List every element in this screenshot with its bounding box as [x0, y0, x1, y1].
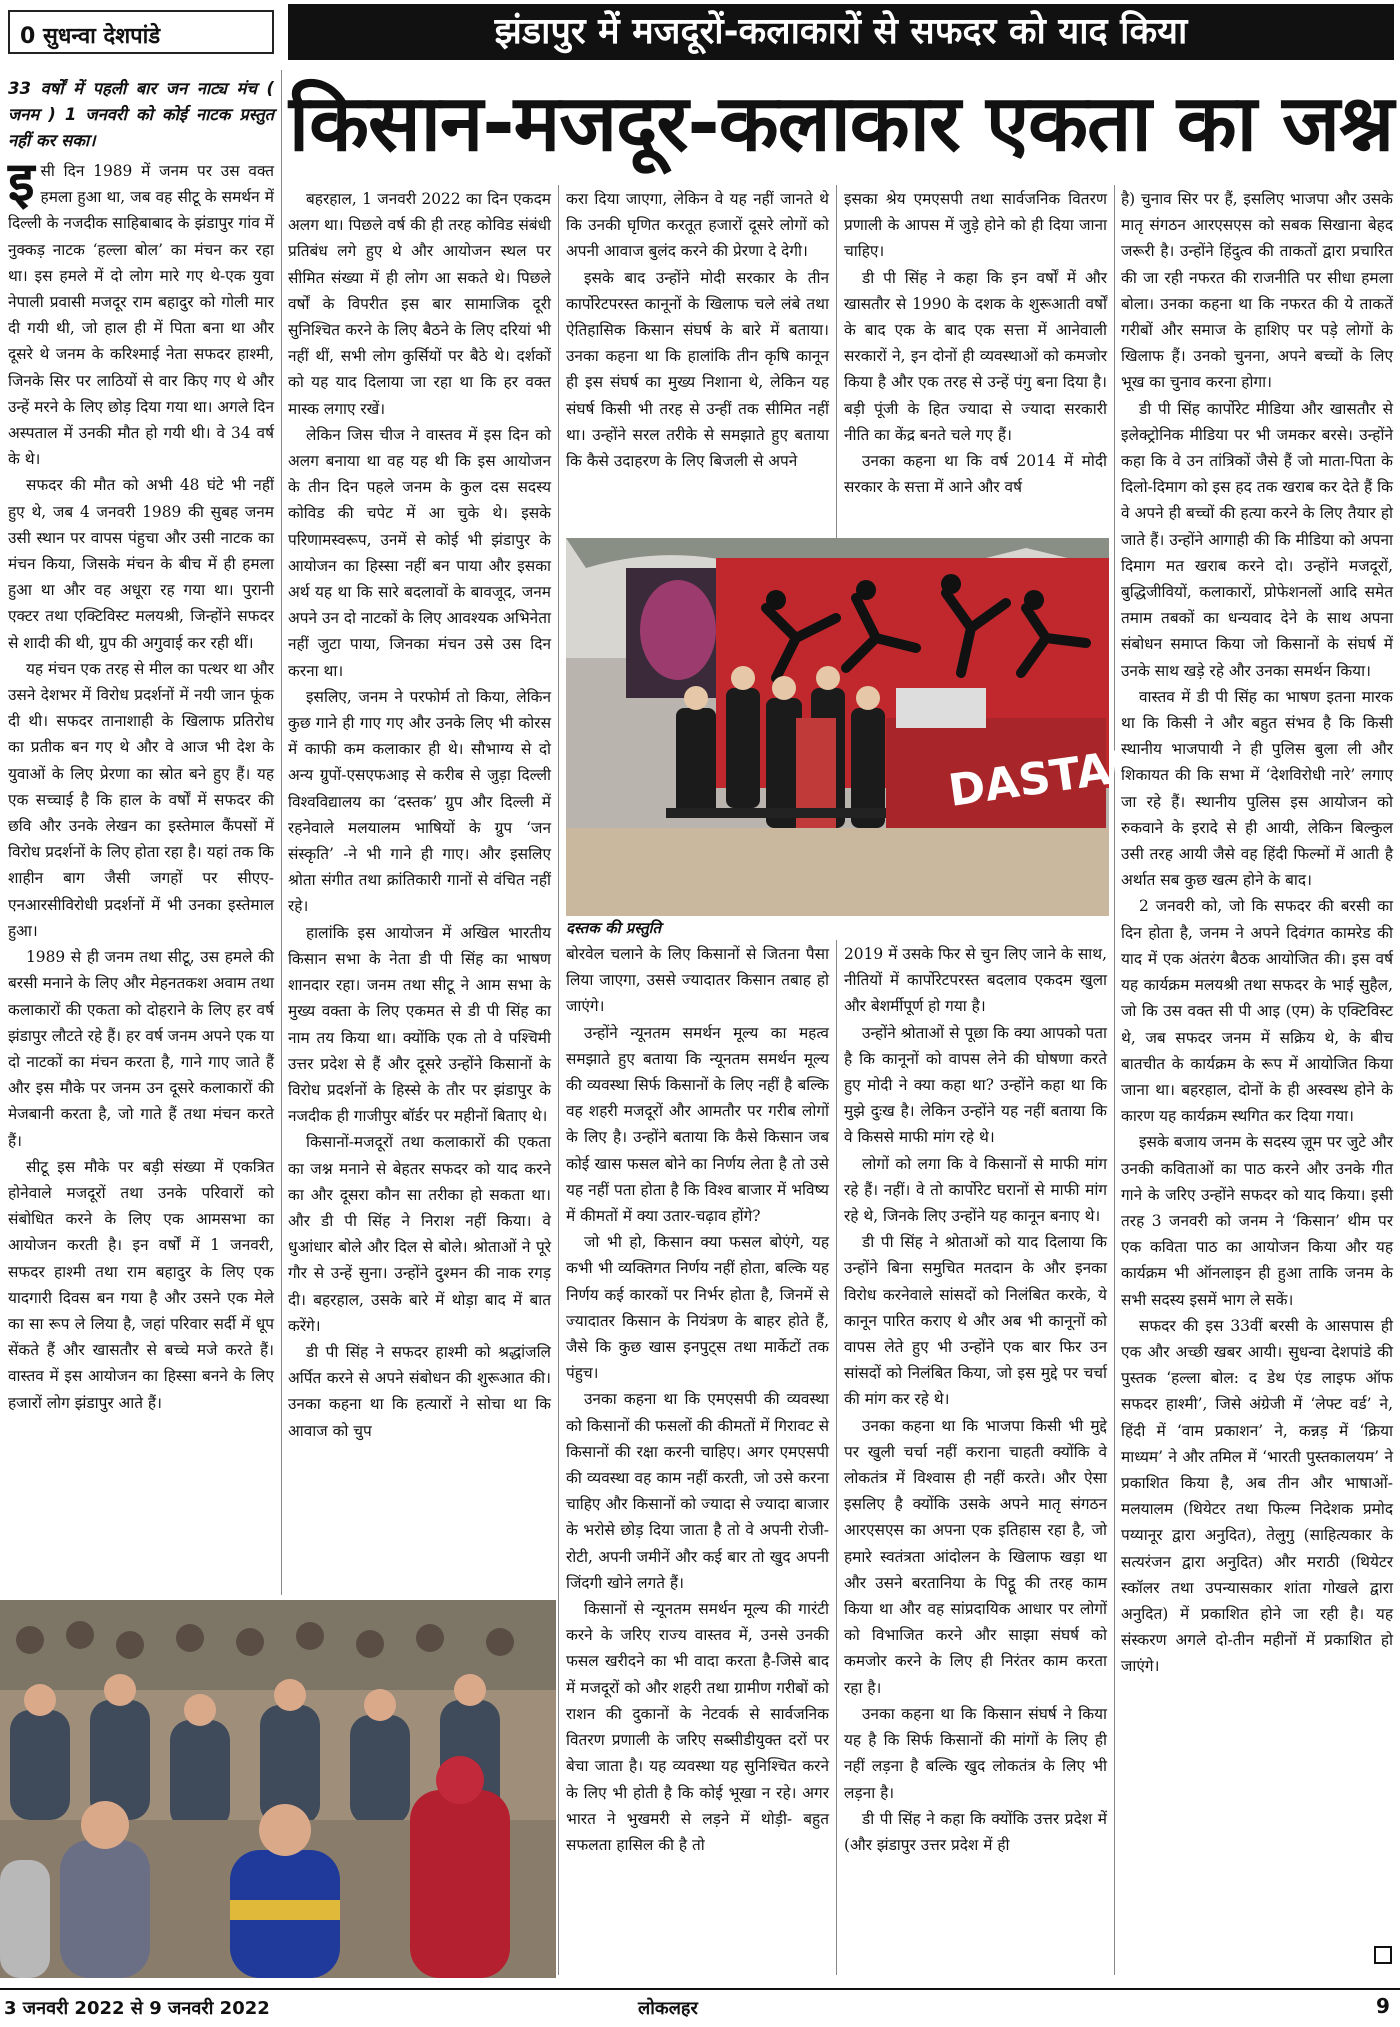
- page-footer: [0, 1988, 1400, 2027]
- paragraph: जो भी हो, किसान क्या फसल बोएंगे, यह कभी भी व्यक्तिगत निर्णय नहीं होता, बल्कि यह निर्णय कई कारकों पर निर्भर होता है, जिनमें से ज्यादातर किसान के नियंत्रण के बाहर होते हैं, जैसे कि कुछ खास इनपुट्स तथा मार्केटों तक पंहुच।: [566, 1233, 829, 1383]
- article-column-2: [288, 186, 551, 1596]
- paragraph: करा दिया जाएगा, लेकिन वे यह नहीं जानते थे कि उनकी घृणित करतूत हजारों दूसरे लोगों को अपनी आवाज बुलंद करने की प्रेरणा दे देगी।: [566, 190, 829, 261]
- column-rule: [1114, 185, 1115, 1975]
- article-column-4-bottom: [844, 941, 1107, 1976]
- paragraph: डी पी सिंह कार्पोरेट मीडिया और खासतौर से इलेक्ट्रोनिक मीडिया पर भी जमकर बरसे। उन्होंने कहा कि वे उन तांत्रिकों जैसे हैं जो माता-पिता के दिलो-दिमाग को इस हद तक खराब कर देते हैं कि वे अपने ही बच्चों की हत्या करने के लिए तैयार हो जाते हैं। उन्होंने आगाही की कि मीडिया को अपना दिमाग मत खराब करने दो। उन्होंने मजदूरों, बुद्धिजीवियों, कलाकारों, प्रोफेशनलों आदि समेत तमाम तबकों का धन्यवाद देने के साथ अपना संबोधन समाप्त किया जो किसानों के संघर्ष में उनके साथ खड़े रहे और उनका समर्थन किया।: [1121, 399, 1393, 680]
- end-mark-icon: [1374, 1946, 1392, 1964]
- photo-caption: दस्तक की प्रस्तुति: [566, 919, 662, 937]
- paragraph: 2019 में उसके फिर से चुन लिए जाने के साथ, नीतियों में कार्पोरेटपरस्त बदलाव एकदम खुला और बेशर्मीपूर्ण हो गया है।: [844, 945, 1107, 1016]
- paragraph: डी पी सिंह ने कहा कि क्योंकि उत्तर प्रदेश में (और झंडापुर उत्तर प्रदेश में ही: [844, 1809, 1107, 1854]
- headline: किसान-मजदूर-कलाकार एकता का जश्न: [288, 79, 1394, 169]
- svg-text:DASTAK: DASTAK: [945, 738, 1148, 817]
- paragraph: 2 जनवरी को, जो कि सफदर की बरसी का दिन होता है, जनम ने अपने दिवंगत कामरेड की याद में एक अंतरंग बैठक आयोजित की। इस वर्ष यह कार्यक्रम मलयश्री तथा सफदर के भाई सुहैल, जो कि उस वक्त सी पी आइ (एम) के एक्टिविस्ट थे, जब सफदर जनम में सक्रिय थे, के बीच बातचीत के कार्यक्रम के रूप में आयोजित किया जाना था। बहरहाल, दोनों के ही अस्वस्थ होने के कारण यह कार्यक्रम स्थगित कर दिया गया।: [1121, 897, 1393, 1126]
- drop-cap: इ: [8, 150, 35, 213]
- paragraph: डी पी सिंह ने श्रोताओं को याद दिलाया कि उन्होंने बिना समुचित मतदान के और इनका विरोध करनेवाले सांसदों को निलंबित करके, ये कानून पारित कराए थे और अब भी कानूनों को वापस लेते हुए भी उन्होंने एक बार फिर उन सांसदों को निलंबित किया, जो इस मुद्दे पर चर्चा की मांग कर रहे थे।: [844, 1233, 1107, 1409]
- paragraph: सीटू इस मौके पर बड़ी संख्या में एकत्रित होनेवाले मजदूरों तथा उनके परिवारों को संबोधित करने के लिए एक आमसभा का आयोजन करती है। इन वर्षों में 1 जनवरी, सफदर हाश्मी तथा राम बहादुर के लिए एक यादगारी दिवस बन गया है और उसने एक मेले का सा रूप ले लिया है, जहां परिवार सर्दी में धूप सेंकते हैं और खासतौर से बच्चे मजे करते हैं। वास्तव में इस आयोजन का हिस्सा बनने के लिए हजारों लोग झंडापुर आते हैं।: [8, 1157, 274, 1412]
- intro-deck: 33 वर्षों में पहली बार जन नाट्य मंच ( जनम ) 1 जनवरी को कोई नाटक प्रस्तुत नहीं कर सका।: [8, 79, 274, 150]
- paragraph: डी पी सिंह ने कहा कि इन वर्षों में और खासतौर से 1990 के दशक के शुरूआती वर्षों के बाद एक के बाद एक सत्ता में आनेवाली सरकारों ने, इन दोनों ही व्यवस्थाओं को कमजोर किया है और एक तरह से उन्हें पंगु बना दिया है। बड़ी पूंजी के हित ज्यादा से ज्यादा सरकारी नीति का केंद्र बनते चले गए हैं।: [844, 268, 1107, 444]
- paragraph: बोरवेल चलाने के लिए किसानों से जितना पैसा लिया जाएगा, उससे ज्यादातर किसान तबाह हो जाएंगे।: [566, 945, 829, 1016]
- paragraph: यह मंचन एक तरह से मील का पत्थर था और उसने देशभर में विरोध प्रदर्शनों में नयी जान फूंक दी थी। सफदर तानाशाही के खिलाफ प्रतिरोध का प्रतीक बन गए थे और वे आज भी देश के युवाओं के लिए प्रेरणा का स्रोत बने हुए हैं। यह एक सच्चाई है कि हाल के वर्षों में सफदर की छवि और उनके लेखन का इस्तेमाल कैंपसों में विरोध प्रदर्शनों के लिए होता रहा है। यहां तक कि शाहीन बाग जैसी जगहों पर सीएए-एनआरसीविरोधी प्रदर्शनों में भी उनका इस्तेमाल हुआ।: [8, 659, 274, 940]
- article-column-5: [1121, 186, 1393, 1946]
- paragraph: इसके बाद उन्होंने मोदी सरकार के तीन कार्पोरेटपरस्त कानूनों के खिलाफ चले लंबे तथा ऐतिहासिक किसान संघर्ष के बारे में बताया। उनका कहना था कि हालांकि तीन कृषि कानून ही इस संघर्ष का मुख्य निशाना थे, लेकिन यह संघर्ष किसी भी तरह से उन्हीं तक सीमित नहीं था। उन्होंने सरल तरीके से समझाते हुए बताया कि कैसे उदाहरण के लिए बिजली से अपने: [566, 268, 829, 471]
- paragraph: बहरहाल, 1 जनवरी 2022 का दिन एकदम अलग था। पिछले वर्ष की ही तरह कोविड संबंधी प्रतिबंध लगे हुए थे और आयोजन स्थल पर सीमित संख्या में ही लोग आ सकते थे। पिछले वर्षों के विपरीत इस बार सामाजिक दूरी सुनिश्चित करने के लिए बैठने के लिए दरियां भी नहीं थीं, सभी लोग कुर्सियों पर बैठे थे। दर्शकों को यह याद दिलाया जा रहा था कि हर वक्त मास्क लगाए रखें।: [288, 190, 551, 418]
- paragraph: सफदर की इस 33वीं बरसी के आसपास ही एक और अच्छी खबर आयी। सुधन्वा देशपांडे की पुस्तक ‘हल्ला बोल: द डेथ एंड लाइफ ऑफ सफदर हाश्मी’, जिसे अंग्रेजी में ‘लेफ्ट वर्ड’ ने, हिंदी में ‘वाम प्रकाशन’ ने, कन्नड़ में ‘क्रिया माध्यम’ ने और तमिल में ‘भारती पुस्तकालयम’ ने प्रकाशित किया है, अब तीन और भाषाओं- मलयालम (थियेटर तथा फिल्म निदेशक प्रमोद पय्यानूर द्वारा अनुदित), तेलुगु (साहित्यकार के सत्यरंजन द्वारा अनुदित) और मराठी (थियेटर स्कॉलर तथा उपन्यासकार शांता गोखले द्वारा अनुदित) में प्रकाशित होने जा रही है। यह संस्करण अगले दो-तीन महीनों में प्रकाशित हो जाएंगे।: [1121, 1316, 1393, 1676]
- footer-rule: [0, 1988, 1400, 1990]
- page-number: 9: [1376, 1994, 1390, 2018]
- paragraph: सी दिन 1989 में जनम पर उस वक्त हमला हुआ था, जब वह सीटू के समर्थन में दिल्ली के नजदीक साहिबाबाद के झंडापुर गांव में नुक्कड़ नाटक ‘हल्ला बोल’ का मंचन कर रहा था। इस हमले में दो लोग मारे गए थे-एक युवा नेपाली प्रवासी मजदूर राम बहादुर को गोली मार दी गयी थी, जो हाल ही में पिता बना था और दूसरे थे जनम के करिश्माई नेता सफदर हाश्मी, जिनके सिर पर लाठियों से वार किए गए थे और उन्हें मरने के लिए छोड़ दिया गया था। अगले दिन अस्पताल में उनकी मौत हो गयी थी। वे 34 वर्ष के थे।: [8, 162, 274, 469]
- paragraph: है) चुनाव सिर पर हैं, इसलिए भाजपा और उसके मातृ संगठन आरएसएस को सबक सिखाना बेहद जरूरी है। उन्होंने हिंदुत्व की ताकतों द्वारा प्रचारित की जा रही नफरत की राजनीति पर सीधा हमला बोला। उनका कहना था कि नफरत की ये ताकतें गरीबों और समाज के हाशिए पर पड़े लोगों के खिलाफ हैं। उनको चुनना, अपने बच्चों के लिए भूख का चुनाव करना होगा।: [1121, 190, 1393, 392]
- publication-name: लोकलहर: [638, 1998, 698, 2019]
- article-column-3-top: [566, 186, 829, 531]
- audience-photo: [0, 1600, 556, 1978]
- paragraph: इसका श्रेय एमएसपी तथा सार्वजनिक वितरण प्रणाली के आपस में जुड़े होने को ही दिया जाना चाहिए।: [844, 190, 1107, 261]
- paragraph: उन्होंने श्रोताओं से पूछा कि क्या आपको पता है कि कानूनों को वापस लेने की घोषणा करते हुए मोदी ने क्या कहा था? उन्होंने कहा था कि मुझे दुःख है। लेकिन उन्होंने यह नहीं बताया कि वे किससे माफी मांग रहे थे।: [844, 1023, 1107, 1147]
- column-rule: [558, 185, 559, 1975]
- paragraph: हालांकि इस आयोजन में अखिल भारतीय किसान सभा के नेता डी पी सिंह का भाषण शानदार रहा। जनम तथा सीटू ने आम सभा के मुख्य वक्ता के लिए एकमत से डी पी सिंह का नाम तय किया था। क्योंकि एक तो वे पश्चिमी उत्तर प्रदेश से हैं और दूसरे उन्होंने किसानों के विरोध प्रदर्शनों के हिस्से के तौर पर झंडापुर के नजदीक ही गाजीपुर बॉर्डर पर महीनों बिताए थे।: [288, 923, 551, 1126]
- paragraph: उनका कहना था कि एमएसपी की व्यवस्था को किसानों की फसलों की कीमतों में गिरावट से किसानों की रक्षा करनी चाहिए। अगर एमएसपी की व्यवस्था वह काम नहीं करती, जो उसे करना चाहिए और किसानों को ज्यादा से ज्यादा बाजार के भरोसे छोड़ दिया जाता है तो वे अपनी रोजी-रोटी, अपनी जमीनें और कई बार तो खुद अपनी जिंदगी खोने लगते हैं।: [566, 1390, 829, 1592]
- performance-photo: [566, 538, 1148, 916]
- paragraph: इसलिए, जनम ने परफोर्म तो किया, लेकिन कुछ गाने ही गाए गए और उनके लिए भी कोरस में काफी कम कलाकार ही थे। सौभाग्य से दो अन्य ग्रुपों-एसएफआइ से करीब से जुड़ा दिल्ली विश्वविद्यालय का ‘दस्तक’ ग्रुप और दिल्ली में रहनेवाले मलयालम भाषियों के ग्रुप ‘जन संस्कृति’ -ने भी गाने ही गाए। और इसलिए श्रोता संगीत तथा क्रांतिकारी गानों से वंचित नहीं रहे।: [288, 687, 551, 916]
- byline: 0 सुधन्वा देशपांडे: [8, 10, 274, 54]
- paragraph: उनका कहना था कि वर्ष 2014 में मोदी सरकार के सत्ता में आने और वर्ष: [844, 452, 1107, 497]
- paragraph: डी पी सिंह ने सफदर हाश्मी को श्रद्धांजलि अर्पित करने से अपने संबोधन की शुरूआत की। उनका कहना था कि हत्यारों ने सोचा था कि आवाज को चुप: [288, 1342, 551, 1440]
- paragraph: उनका कहना था कि भाजपा किसी भी मुद्दे पर खुली चर्चा नहीं कराना चाहती क्योंकि वे लोकतंत्र में विश्वास ही नहीं करते। और ऐसा इसलिए है क्योंकि उसके अपने मातृ संगठन आरएसएस का अपना एक इतिहास रहा है, जो हमारे स्वतंत्रता आंदोलन के खिलाफ खड़ा था और उसने बरतानिया के पिट्ठू की तरह काम किया था और वह सांप्रदायिक आधार पर लोगों को विभाजित करने और साझा संघर्ष को कमजोर करने के लिए ही निरंतर काम करता रहा है।: [844, 1416, 1107, 1697]
- paragraph: सफदर की मौत को अभी 48 घंटे भी नहीं हुए थे, जब 4 जनवरी 1989 की सुबह जनम उसी स्थान पर वापस पंहुचा और उसी नाटक का मंचन किया, जिसके मंचन के बीच में ही हमला हुआ था और वह अधूरा रह गया था। पुरानी एक्टर तथा एक्टिविस्ट मलयश्री, जिन्होंने सफदर से शादी की थी, ग्रुप की अगुवाई कर रही थीं।: [8, 476, 274, 652]
- paragraph: इसके बजाय जनम के सदस्य ज़ूम पर जुटे और उनकी कविताओं का पाठ करने और उनके गीत गाने के जरिए उन्होंने सफदर को याद किया। इसी तरह 3 जनवरी को जनम ने ‘किसान’ थीम पर एक कविता पाठ का आयोजन किया और यह कार्यक्रम भी ऑनलाइन ही हुआ ताकि जनम के सभी सदस्य इसमें भाग ले सकें।: [1121, 1133, 1393, 1309]
- column-rule: [836, 940, 837, 1975]
- article-column-4-top: [844, 186, 1107, 531]
- paragraph: उन्होंने न्यूनतम समर्थन मूल्य का महत्व समझाते हुए बताया कि न्यूनतम समर्थन मूल्य की व्यवस्था सिर्फ किसानों के लिए नहीं है बल्कि वह शहरी मजदूरों और आमतौर पर गरीब लोगों के लिए है। उन्होंने बताया कि कैसे किसान जब कोई खास फसल बोने का निर्णय लेता है तो उसे यह नहीं पता होता है कि विश्व बाजार में भविष्य में कीमतों में क्या उतार-चढ़ाव होंगे?: [566, 1023, 829, 1226]
- article-column-3-bottom: [566, 941, 829, 1976]
- paragraph: उनका कहना था कि किसान संघर्ष ने किया यह है कि सिर्फ किसानों की मांगों के लिए ही नहीं लड़ना है बल्कि खुद लोकतंत्र के लिए भी लड़ना है।: [844, 1704, 1107, 1802]
- paragraph: किसानों से न्यूनतम समर्थन मूल्य की गारंटी करने के जरिए राज्य वास्तव में, उनसे उनकी फसल खरीदने का भी वादा करता है-जिसे बाद में मजदूरों को और शहरी तथा ग्रामीण गरीबों को राशन की दुकानों के नेटवर्क से सार्वजनिक वितरण प्रणाली के जरिए सब्सीडीयुक्त दरों पर बेचा जाता है। यह व्यवस्था यह सुनिश्चित करने के लिए भी होती है कि कोई भूखा न रहे। अगर भारत ने भुखमरी से लड़ने में थोड़ी- बहुत सफलता हासिल की है तो: [566, 1600, 829, 1854]
- paragraph: वास्तव में डी पी सिंह का भाषण इतना मारक था कि किसी ने और बहुत संभव है कि किसी स्थानीय भाजपायी ने ही पुलिस बुला ली और शिकायत की कि सभा में ‘देशविरोधी नारे’ लगाए जा रहे हैं। स्थानीय पुलिस इस आयोजन को रुकवाने के इरादे से ही आयी, लेकिन बिल्कुल उसी तरह आयी जैसे वह हिंदी फिल्मों में आती है अर्थात सब कुछ खत्म होने के बाद।: [1121, 687, 1393, 890]
- kicker-banner: झंडापुर में मजदूरों-कलाकारों से सफदर को याद किया: [288, 4, 1394, 60]
- column-rule: [281, 70, 282, 1595]
- footer-date: 3 जनवरी 2022 से 9 जनवरी 2022: [4, 1998, 270, 2019]
- paragraph: लोगों को लगा कि वे किसानों से माफी मांग रहे हैं। नहीं। वे तो कार्पोरेट घरानों से माफी मांग रहे थे, जिनके लिए उन्होंने यह कानून बनाए थे।: [844, 1154, 1107, 1226]
- column-rule: [836, 185, 837, 540]
- paragraph: लेकिन जिस चीज ने वास्तव में इस दिन को अलग बनाया था वह यह थी कि इस आयोजन के तीन दिन पहले जनम के कुल दस सदस्य कोविड की चपेट में आ चुके थे। इसके परिणामस्वरूप, उनमें से कोई भी झंडापुर के आयोजन का हिस्सा नहीं बन पाया और इसका अर्थ यह था कि सारे बदलावों के बावजूद, जनम अपने उन दो नाटकों के लिए आवश्यक अभिनेता नहीं जुटा पाया, जिनका मंचन उसे उस दिन करना था।: [288, 425, 551, 680]
- paragraph: 1989 से ही जनम तथा सीटू, उस हमले की बरसी मनाने के लिए और मेहनतकश अवाम तथा कलाकारों की एकता को दोहराने के लिए हर वर्ष झंडापुर लौटते रहे हैं। हर वर्ष जनम अपने एक या दो नाटकों का मंचन करता है, गाने गाए जाते हैं और इस मौके पर जनम उन दूसरे कलाकारों की मेजबानी करता है, जो गाते हैं तथा मंचन करते हैं।: [8, 948, 274, 1150]
- article-column-1: [8, 76, 274, 1596]
- paragraph: किसानों-मजदूरों तथा कलाकारों की एकता का जश्न मनाने से बेहतर सफदर को याद करने का और दूसरा कौन सा तरीका हो सकता था। और डी पी सिंह ने निराश नहीं किया। वे धुआंधार बोले और दिल से बोले। श्रोताओं ने पूरे गौर से उन्हें सुना। उन्होंने दुश्मन की नाक रगड़ दी। बहरहाल, उसके बारे में थोड़ा बाद में बात करेंगे।: [288, 1133, 551, 1335]
